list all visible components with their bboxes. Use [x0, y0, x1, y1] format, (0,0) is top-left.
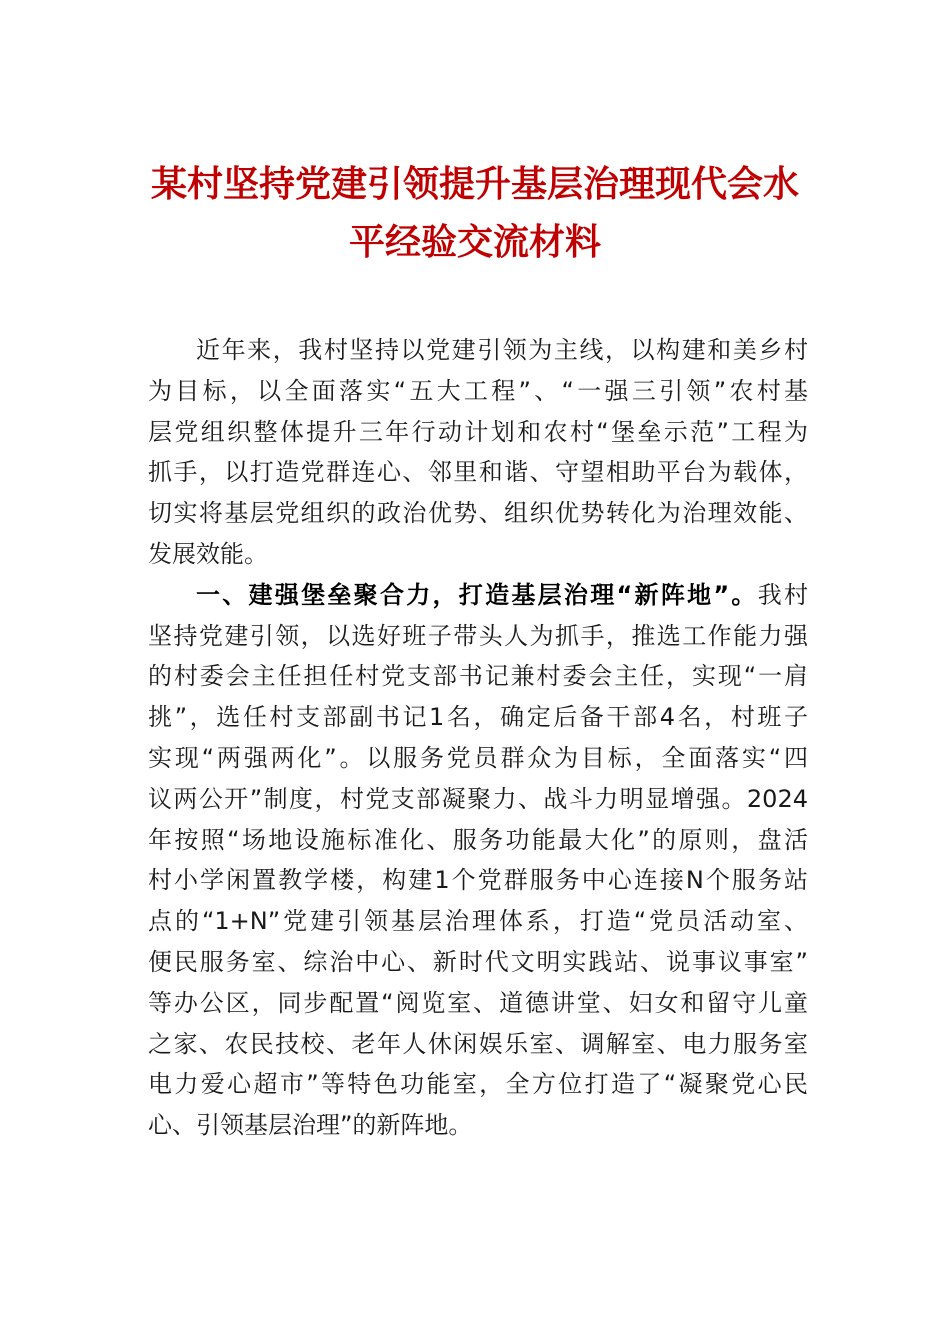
intro-paragraph: [148, 330, 808, 575]
intro-line: 发展效能。: [148, 539, 268, 568]
section-1-line: 点的“1+N”党建引领基层治理体系，打造“党员活动室、: [148, 907, 808, 936]
document-title: [145, 155, 805, 271]
intro-line: 抓手，以打造党群连心、邻里和谐、守望相助平台为载体，: [148, 458, 808, 487]
section-1-line: 年按照“场地设施标准化、服务功能最大化”的原则，盘活: [148, 825, 808, 854]
intro-line: 为目标，以全面落实“五大工程”、“一强三引领”农村基: [148, 376, 808, 405]
section-1-line: 挑”，选任村支部副书记1名，确定后备干部4名，村班子: [148, 703, 808, 732]
section-1-line: 的村委会主任担任村党支部书记兼村委会主任，实现“一肩: [148, 662, 808, 691]
intro-line: 切实将基层党组织的政治优势、组织优势转化为治理效能、: [148, 499, 808, 528]
document-body: [148, 330, 808, 1146]
section-1-line: 等办公区，同步配置“阅览室、道德讲堂、妇女和留守儿童: [148, 988, 808, 1017]
section-1-line: 村小学闲置教学楼，构建1个党群服务中心连接N个服务站: [148, 866, 808, 895]
section-1-line: 电力爱心超市”等特色功能室，全方位打造了“凝聚党心民: [148, 1070, 808, 1099]
title-line-1: 某村坚持党建引领提升基层治理现代会水: [150, 163, 799, 205]
section-1-line: 便民服务室、综治中心、新时代文明实践站、说事议事室”: [148, 947, 808, 976]
section-1-line: 之家、农民技校、老年人休闲娱乐室、调解室、电力服务室: [148, 1029, 808, 1058]
intro-line: 近年来，我村坚持以党建引领为主线，以构建和美乡村: [196, 336, 808, 364]
section-1-paragraph: [148, 575, 808, 1146]
section-1-heading: 一、建强堡垒聚合力，打造基层治理“新阵地”。: [196, 580, 758, 609]
section-1-line: 议两公开”制度，村党支部凝聚力、战斗力明显增强。2024: [148, 784, 808, 813]
section-1-first-line: [148, 575, 808, 616]
intro-line: 层党组织整体提升三年行动计划和农村“堡垒示范”工程为: [148, 417, 808, 446]
section-1-line: 坚持党建引领，以选好班子带头人为抓手，推选工作能力强: [148, 621, 808, 650]
section-1-first-line-text: 我村: [757, 580, 808, 609]
section-1-line: 心、引领基层治理”的新阵地。: [148, 1111, 473, 1140]
section-1-line: 实现“两强两化”。以服务党员群众为目标，全面落实“四: [148, 743, 808, 772]
title-line-2: 平经验交流材料: [348, 221, 601, 263]
